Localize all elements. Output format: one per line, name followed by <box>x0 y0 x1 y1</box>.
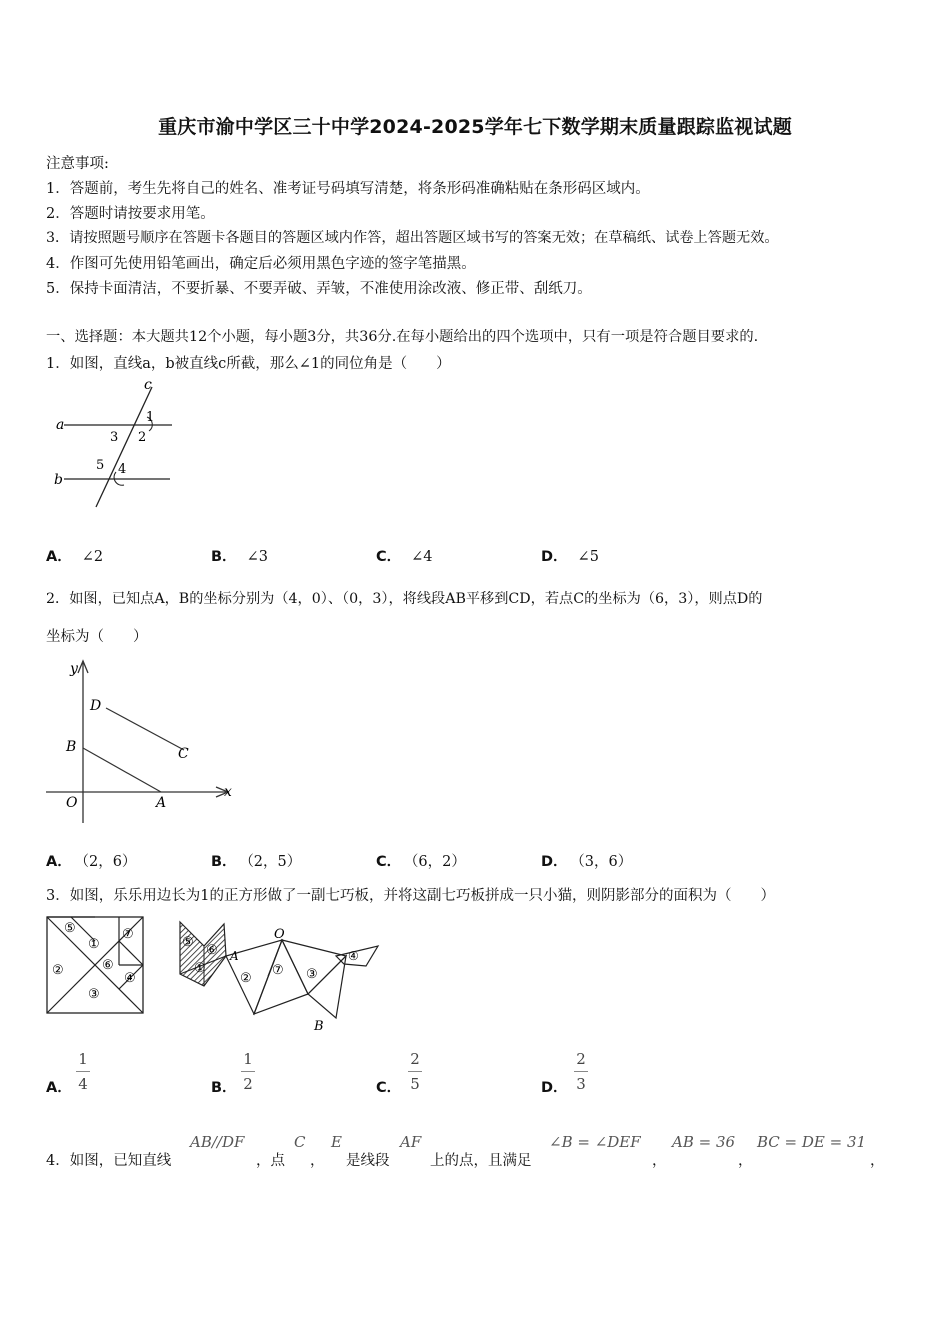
q2-option-d[interactable] <box>541 850 632 871</box>
math-ab-value: AB = 36 <box>672 1133 736 1151</box>
q3-option-c-fraction <box>408 1050 422 1093</box>
option-letter: B． <box>211 854 237 870</box>
tangram-square-figure <box>44 914 148 1018</box>
numerator: 1 <box>78 1050 88 1068</box>
point-a-label: A <box>156 795 167 811</box>
option-letter: C． <box>376 1080 402 1096</box>
math-angle-equation: ∠B = ∠DEF <box>549 1133 641 1151</box>
point-c-label: C <box>178 746 189 762</box>
angle-5-label: 5 <box>96 458 105 473</box>
piece-4-label: ④ <box>124 971 136 986</box>
question-3-text: 3．如图，乐乐用边长为1的正方形做了一副七巧板，并将这副七巧板拼成一只小猫，则阴影部分的面积为（ ） <box>46 888 775 904</box>
piece-3-label: ③ <box>88 987 100 1002</box>
option-letter: A． <box>46 854 72 870</box>
cat-piece-6-label: ⑥ <box>206 943 218 958</box>
q3-option-a-fraction <box>76 1050 90 1093</box>
question-2-figure <box>44 655 239 825</box>
question-4-text: ， <box>870 1153 885 1169</box>
option-value: ∠2 <box>81 549 104 565</box>
notice-item: 3．请按照题号顺序在答题卡各题目的答题区域内作答，超出答题区域书写的答案无效；在草稿纸、试卷上答题无效。 <box>46 230 779 246</box>
question-2-text-cont: 坐标为（ ） <box>46 629 148 645</box>
option-letter: D． <box>541 854 568 870</box>
question-4-text: ， <box>738 1153 753 1169</box>
q1-option-a[interactable] <box>46 545 103 566</box>
axis-y-label: y <box>70 661 78 677</box>
option-value: ∠3 <box>246 549 268 565</box>
option-value: ∠5 <box>577 549 599 565</box>
denominator: 3 <box>576 1075 586 1093</box>
option-letter: C． <box>376 549 402 565</box>
numerator: 2 <box>410 1050 420 1068</box>
option-letter: A． <box>46 1080 72 1096</box>
origin-label: O <box>66 795 78 811</box>
q3-option-d-fraction <box>574 1050 588 1093</box>
option-letter: B． <box>211 549 237 565</box>
notice-item: 1．答题前，考生先将自己的姓名、准考证号码填写清楚，将条形码准确粘贴在条形码区域内。 <box>46 181 650 197</box>
option-value: ∠4 <box>411 549 433 565</box>
option-value: （2，5） <box>246 854 302 870</box>
math-bc-de-value: BC = DE = 31 <box>757 1133 867 1151</box>
denominator: 2 <box>243 1075 253 1093</box>
piece-7-label: ⑦ <box>122 927 134 942</box>
question-4-text: ， <box>652 1153 667 1169</box>
q1-option-c[interactable] <box>376 545 433 566</box>
option-value: （6，2） <box>411 854 466 870</box>
page-title: 重庆市渝中学区三十中学2024-2025学年七下数学期末质量跟踪监视试题 <box>158 116 792 138</box>
notice-heading: 注意事项: <box>46 156 109 172</box>
q2-option-c[interactable] <box>376 850 466 871</box>
cat-piece-4-label: ④ <box>348 949 359 963</box>
math-point-c: C <box>294 1133 306 1151</box>
question-4-text: 4．如图，已知直线 <box>46 1153 172 1169</box>
q3-option-d[interactable] <box>541 1076 578 1097</box>
option-value: （2，6） <box>81 854 137 870</box>
angle-3-label: 3 <box>110 430 119 445</box>
denominator: 4 <box>78 1075 88 1093</box>
question-4-text: ， <box>310 1153 325 1169</box>
line-b-label: b <box>54 472 63 488</box>
cat-piece-1-label: ① <box>194 961 206 976</box>
notice-item: 4．作图可先使用铅笔画出，确定后必须用黑色字迹的签字笔描黑。 <box>46 256 476 272</box>
option-letter: D． <box>541 1080 568 1096</box>
angle-4-label: 4 <box>118 462 127 477</box>
line-c-label: c <box>144 377 152 393</box>
tangram-cat-figure <box>176 914 386 1036</box>
math-ab-parallel-df: AB//DF <box>190 1133 245 1151</box>
piece-6-label: ⑥ <box>102 958 114 973</box>
point-b-label: B <box>314 1019 324 1034</box>
numerator: 2 <box>576 1050 586 1068</box>
cat-piece-7-label: ⑦ <box>272 963 284 978</box>
notice-item: 5．保持卡面清洁，不要折暴、不要弄破、弄皱，不准使用涂改液、修正带、刮纸刀。 <box>46 281 592 297</box>
axis-x-label: x <box>224 784 232 800</box>
q2-option-a[interactable] <box>46 850 136 871</box>
q3-option-c[interactable] <box>376 1076 411 1097</box>
section-heading: 一、选择题：本大题共12个小题，每小题3分，共36分.在每小题给出的四个选项中，只有一项是符合题目要求的. <box>46 329 759 345</box>
cat-piece-2-label: ② <box>240 971 252 986</box>
question-4-text: 上的点，且满足 <box>430 1153 532 1169</box>
question-4-text: 是线段 <box>346 1153 390 1169</box>
piece-2-label: ② <box>52 963 64 978</box>
line-a-label: a <box>56 417 65 433</box>
piece-1-label: ① <box>88 937 100 952</box>
cat-piece-5-label: ⑤ <box>182 935 194 950</box>
notice-item: 2．答题时请按要求用笔。 <box>46 206 215 222</box>
point-b-label: B <box>66 739 77 755</box>
option-letter: D． <box>541 549 568 565</box>
option-letter: A． <box>46 549 72 565</box>
piece-5-label: ⑤ <box>64 921 76 936</box>
q3-option-b-fraction <box>241 1050 255 1093</box>
math-point-e: E <box>331 1133 342 1151</box>
point-o-label: O <box>274 927 285 942</box>
denominator: 5 <box>410 1075 420 1093</box>
question-2-text: 2．如图，已知点A，B的坐标分别为（4，0）、（0，3），将线段AB平移到CD，若点C的坐标为（6，3），则点D的 <box>46 591 763 607</box>
option-value: （3，6） <box>577 854 633 870</box>
question-1-figure <box>46 375 186 515</box>
q2-option-b[interactable] <box>211 850 301 871</box>
question-1-text: 1．如图，直线a，b被直线c所截，那么∠1的同位角是（ ） <box>46 356 451 372</box>
q1-option-d[interactable] <box>541 545 599 566</box>
cat-piece-3-label: ③ <box>306 967 318 982</box>
point-a-label: A <box>230 949 239 963</box>
point-d-label: D <box>90 698 102 714</box>
numerator: 1 <box>243 1050 253 1068</box>
question-4-text: ，点 <box>256 1153 285 1169</box>
q1-option-b[interactable] <box>211 545 268 566</box>
angle-1-label: 1 <box>146 410 155 425</box>
option-letter: C． <box>376 854 402 870</box>
option-letter: B． <box>211 1080 237 1096</box>
math-segment-af: AF <box>400 1133 422 1151</box>
angle-2-label: 2 <box>138 430 147 445</box>
